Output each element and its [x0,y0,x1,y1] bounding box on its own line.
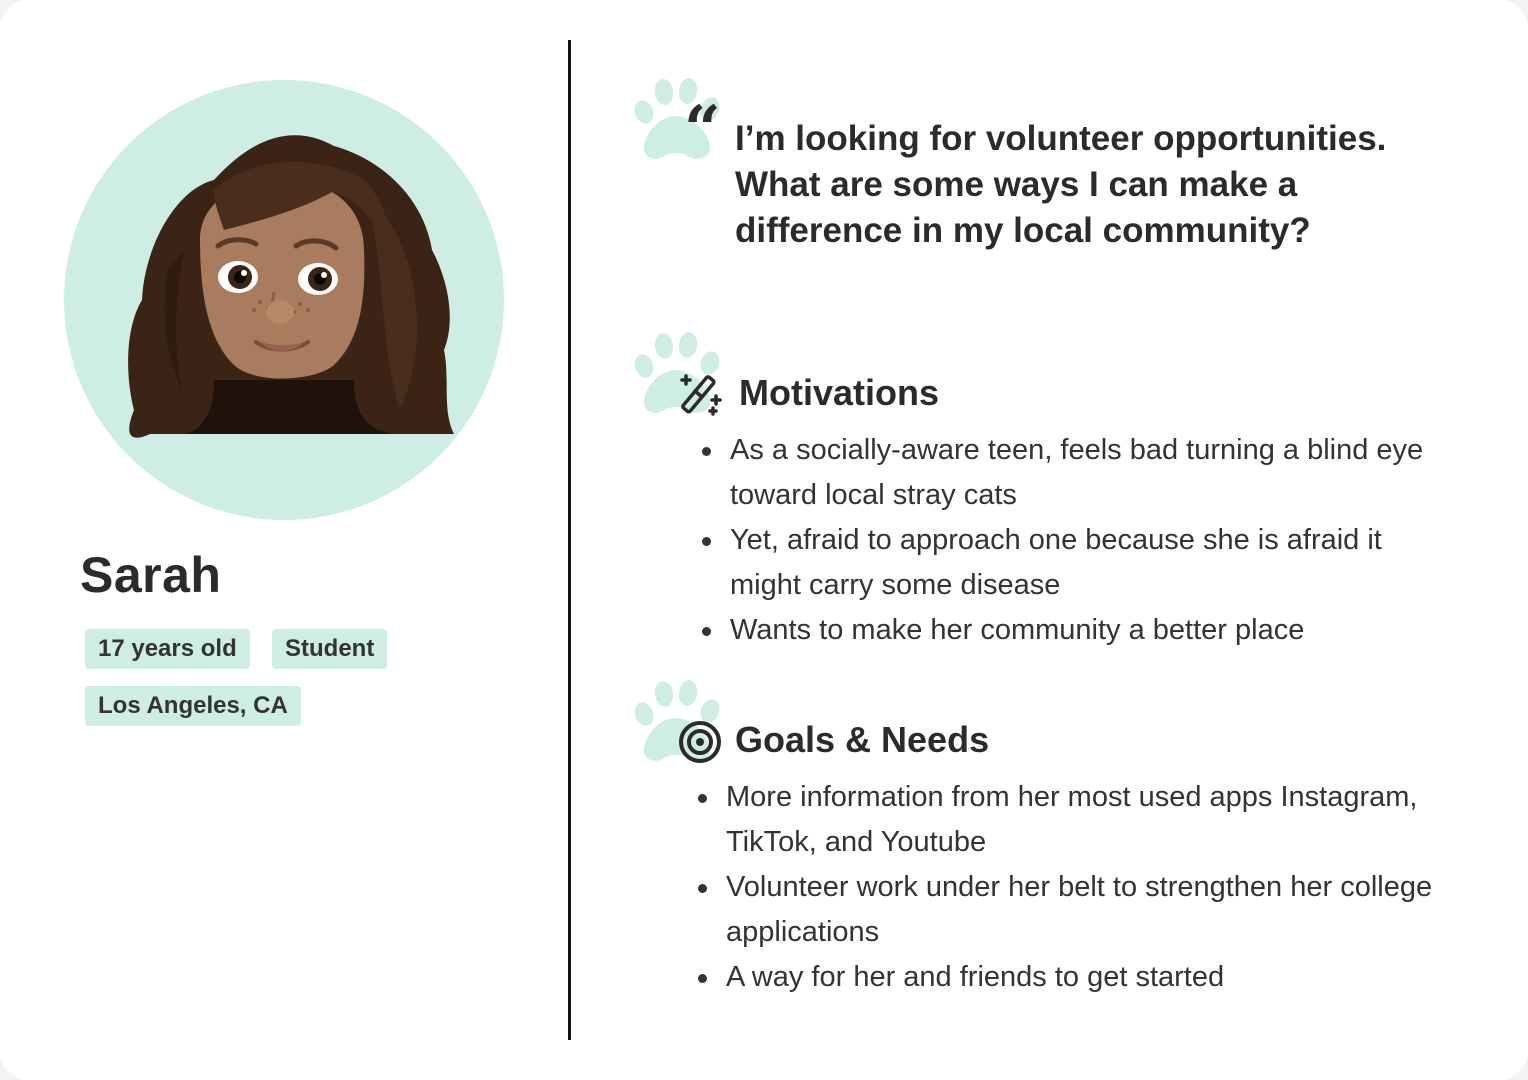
persona-name: Sarah [80,547,222,603]
bullet-icon [698,794,707,803]
motivations-list [700,428,1460,653]
list-item-text: Volunteer work under her belt to strengthen her college applications [726,871,1433,948]
bullet-icon [702,537,711,546]
age-tag: 17 years old [85,629,250,669]
motivations-title: Motivations [739,372,940,413]
goals-list [696,775,1456,1000]
list-item [700,518,1460,608]
bullet-icon [702,627,711,636]
goals-title: Goals & Needs [735,719,990,760]
magic-wand-icon [678,370,726,418]
column-divider [568,40,571,1040]
list-item [696,955,1456,1000]
list-item [696,865,1456,955]
role-tag: Student [272,629,387,669]
bullet-icon [702,447,711,456]
avatar [64,80,504,520]
persona-quote: I’m looking for volunteer opportunities. What are some ways I can make a difference in my local community? [735,119,1387,250]
target-icon [678,718,726,766]
list-item-text: More information from her most used apps Instagram, TikTok, and Youtube [726,781,1418,858]
list-item [700,428,1460,518]
location-tag: Los Angeles, CA [85,686,301,726]
list-item-text: A way for her and friends to get started [726,961,1225,993]
memoji-avatar-image [64,80,504,520]
bullet-icon [698,884,707,893]
list-item [700,608,1460,653]
list-item [696,775,1456,865]
list-item-text: As a socially-aware teen, feels bad turning a blind eye toward local stray cats [730,434,1424,511]
quote-icon: “ [684,92,721,167]
bullet-icon [698,974,707,983]
list-item-text: Yet, afraid to approach one because she is afraid it might carry some disease [730,524,1382,601]
list-item-text: Wants to make her community a better place [730,614,1305,646]
